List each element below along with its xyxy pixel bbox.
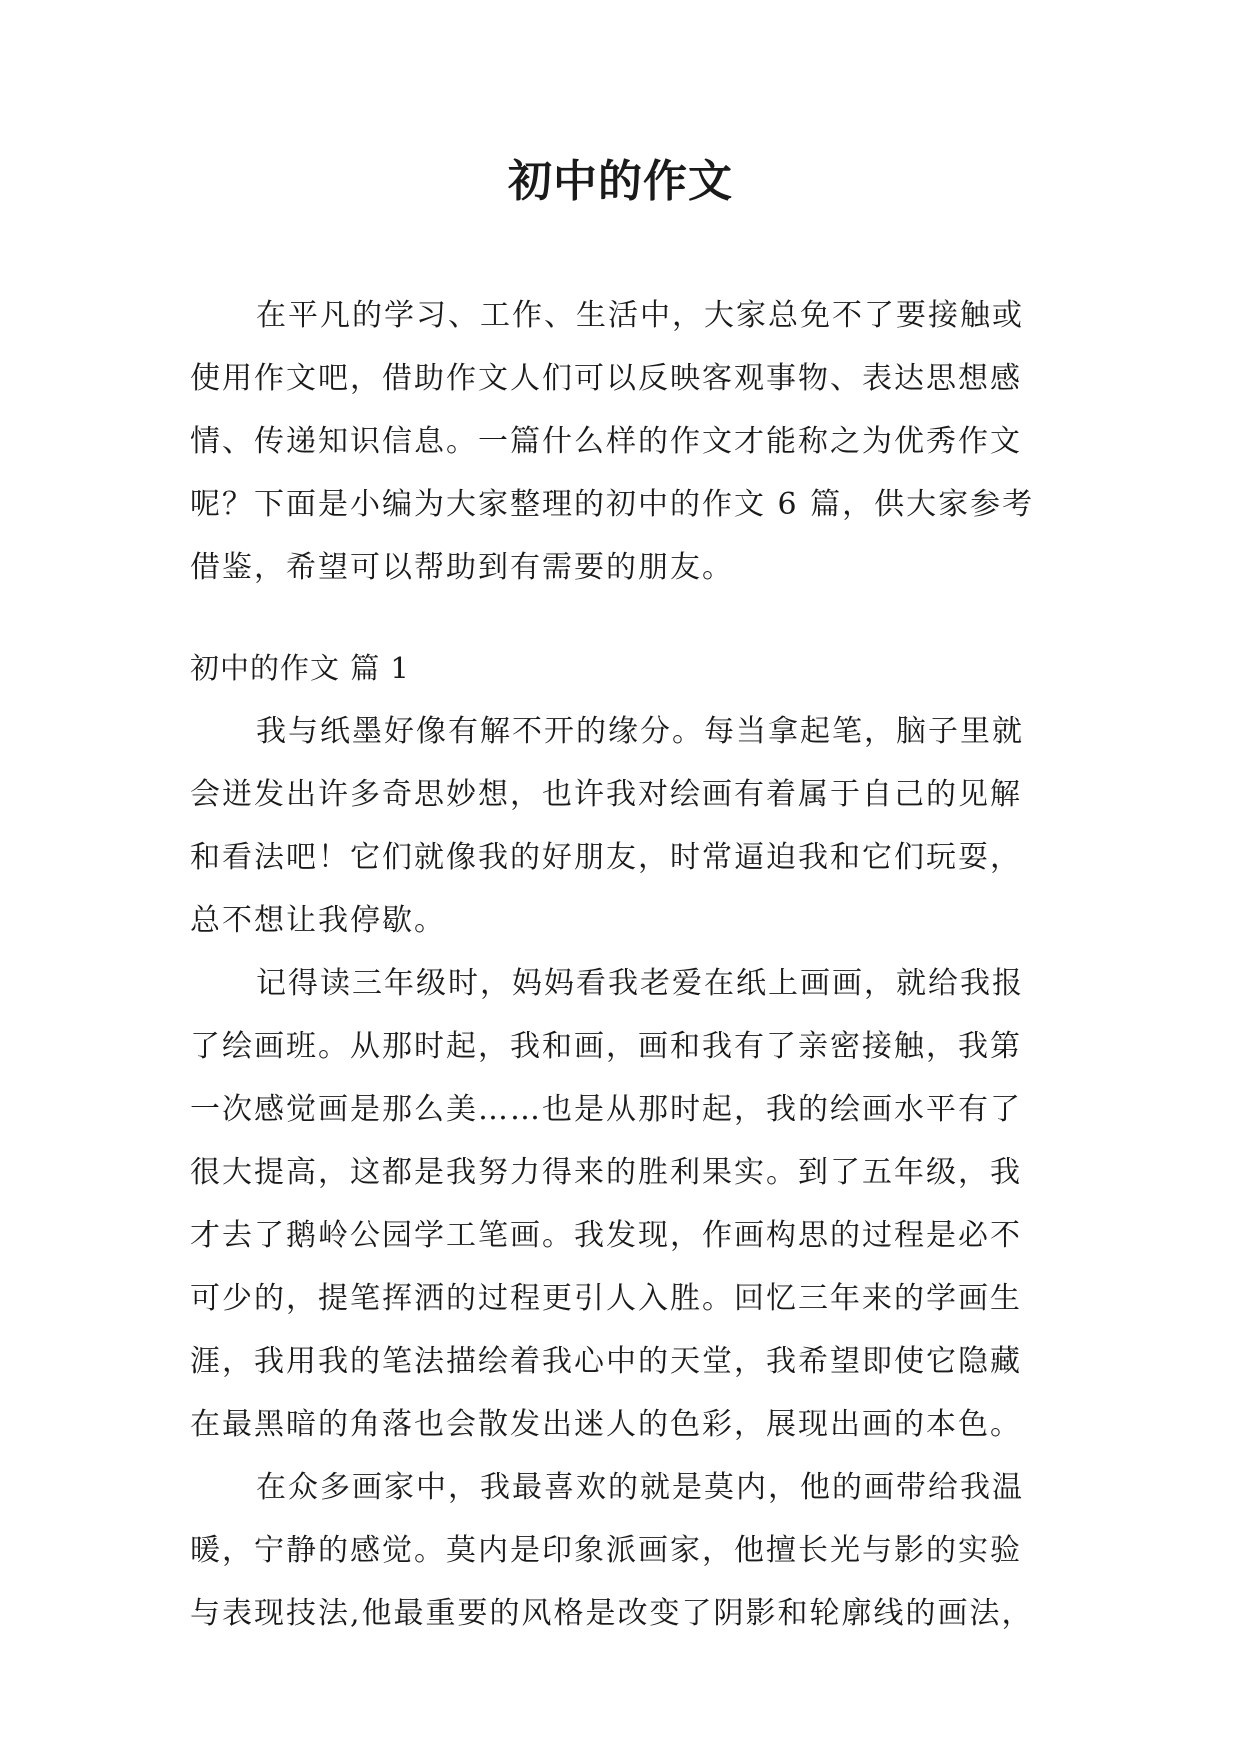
text-line: 借鉴，希望可以帮助到有需要的朋友。 <box>190 550 734 585</box>
text-line: 可少的，提笔挥洒的过程更引人入胜。回忆三年来的学画生 <box>190 1281 1022 1316</box>
text-line: 暖，宁静的感觉。莫内是印象派画家，他擅长光与影的实验 <box>190 1533 1022 1568</box>
text-line: 一次感觉画是那么美……也是从那时起，我的绘画水平有了 <box>190 1092 1022 1127</box>
intro-paragraph <box>190 284 1060 599</box>
text-line: 在最黑暗的角落也会散发出迷人的色彩，展现出画的本色。 <box>190 1407 1022 1442</box>
text-line: 才去了鹅岭公园学工笔画。我发现，作画构思的过程是必不 <box>190 1218 1022 1253</box>
text-line: 在众多画家中，我最喜欢的就是莫内，他的画带给我温 <box>256 1470 1024 1505</box>
text-line: 很大提高，这都是我努力得来的胜利果实。到了五年级，我 <box>190 1155 1022 1190</box>
text-line: 我与纸墨好像有解不开的缘分。每当拿起笔，脑子里就 <box>256 714 1024 749</box>
text-line: 涯，我用我的笔法描绘着我心中的天堂，我希望即使它隐藏 <box>190 1344 1022 1379</box>
text-line: 情、传递知识信息。一篇什么样的作文才能称之为优秀作文 <box>190 424 1022 459</box>
text-line: 与表现技法,他最重要的风格是改变了阴影和轮廓线的画法， <box>190 1596 1034 1631</box>
text-line: 呢？下面是小编为大家整理的初中的作文 6 篇，供大家参考 <box>190 487 1035 522</box>
text-line: 和看法吧！它们就像我的好朋友，时常逼迫我和它们玩耍， <box>190 840 1022 875</box>
text-line: 会迸发出许多奇思妙想，也许我对绘画有着属于自己的见解 <box>190 777 1022 812</box>
text-line: 使用作文吧，借助作文人们可以反映客观事物、表达思想感 <box>190 361 1022 396</box>
text-line: 记得读三年级时，妈妈看我老爱在纸上画画，就给我报 <box>256 966 1024 1001</box>
text-line: 在平凡的学习、工作、生活中，大家总免不了要接触或 <box>256 298 1024 333</box>
essay-section-1 <box>190 637 1060 1645</box>
text-line: 总不想让我停歇。 <box>190 903 446 938</box>
text-line: 了绘画班。从那时起，我和画，画和我有了亲密接触，我第 <box>190 1029 1022 1064</box>
section-heading: 初中的作文 篇 1 <box>190 651 410 685</box>
document-title: 初中的作文 <box>508 156 733 207</box>
